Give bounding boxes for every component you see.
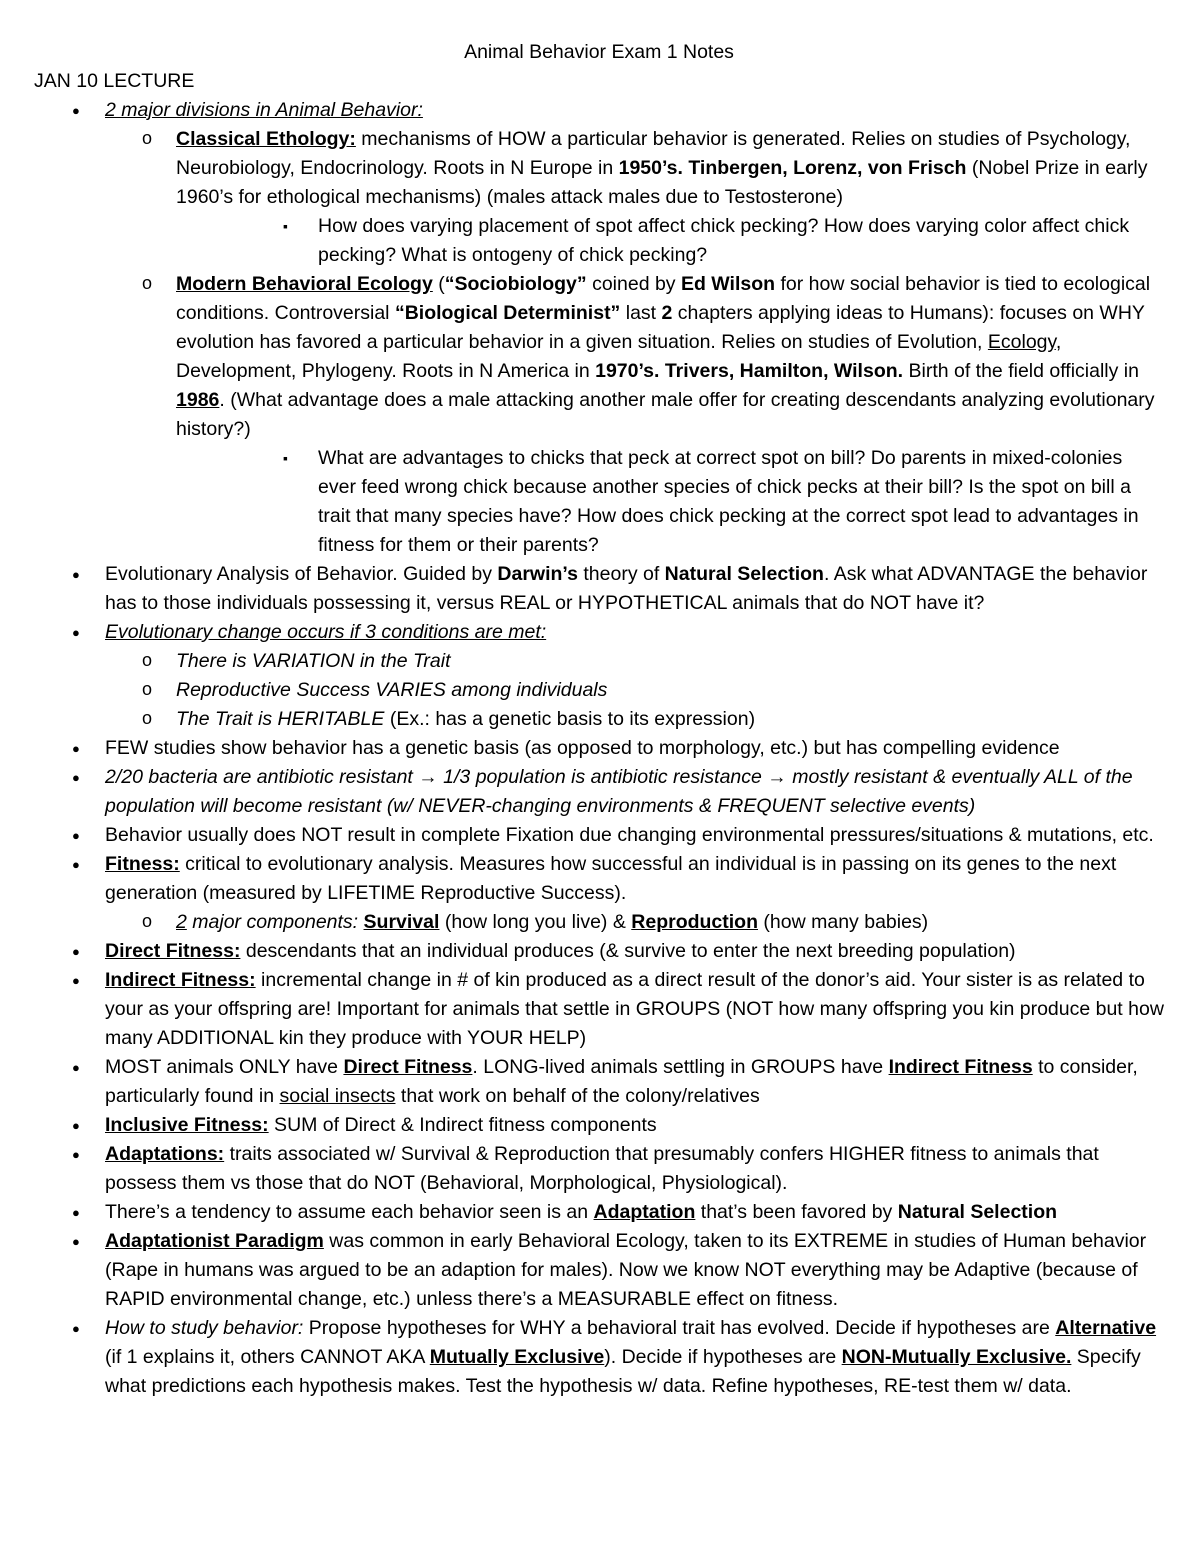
list-item: o The Trait is HERITABLE (Ex.: has a genetic basis to its expression) [105, 705, 1164, 734]
list-item: ▪ What are advantages to chicks that peck at correct spot on bill? Do parents in mixed-colonies ever feed wrong chick because another species of chick pecks at their bill? Is the spot on bill a trait that many species have? How does chick pecking at the correct spot lead to advantages in fitness for them or their parents? [247, 444, 1164, 560]
list-item: ▪ How does varying placement of spot affect chick pecking? How does varying color affect chick pecking? What is ontogeny of chick pecking? [247, 212, 1164, 270]
list-item: ● Adaptationist Paradigm was common in early Behavioral Ecology, taken to its EXTREME in studies of Human behavior (Rape in humans was argued to be an adaption for males). Now we know NOT everything may be Adaptive (because of RAPID environmental change, etc.) unless there’s a MEASURABLE effect on fitness. [34, 1227, 1164, 1314]
list-item: ● 2/20 bacteria are antibiotic resistant → 1/3 population is antibiotic resistance → mostly resistant & eventually ALL of the population will become resistant (w/ NEVER-changing environments & FREQUENT selective events) [34, 763, 1164, 821]
list-item: o 2 major components: Survival (how long you live) & Reproduction (how many babies) [105, 908, 1164, 937]
list-item: ● MOST animals ONLY have Direct Fitness. LONG-lived animals settling in GROUPS have Indirect Fitness to consider, particularly found in social insects that work on behalf of the colony/relatives [34, 1053, 1164, 1111]
list-item: ● Behavior usually does NOT result in complete Fixation due changing environmental pressures/situations & mutations, etc. [34, 821, 1164, 850]
section-heading: JAN 10 LECTURE [34, 70, 195, 92]
list-item: ● Evolutionary change occurs if 3 conditions are met: o There is VARIATION in the Trait o Reproductive Success VARIES among individuals o The Trait is HERITABLE (Ex.: has a genetic basis to its expression) [34, 618, 1164, 734]
list-item: ● There’s a tendency to assume each behavior seen is an Adaptation that’s been favored by Natural Selection [34, 1198, 1164, 1227]
notes-list [34, 96, 1164, 1401]
list-item: o Modern Behavioral Ecology (“Sociobiology” coined by Ed Wilson for how social behavior is tied to ecological conditions. Controversial “Biological Determinist” last 2 chapters applying ideas to Humans): focuses on WHY evolution has favored a particular behavior in a given situation. Relies on studies of Evolution, Ecology, Development, Phylogeny. Roots in N America in 1970’s. Trivers, Hamilton, Wilson. Birth of the field officially in 1986. (What advantage does a male attacking another male offer for creating descendants analyzing evolutionary history?) ▪ What are advantages to chicks that peck at correct spot on bill? Do parents in mixed-colonies ever feed wrong chick because another species of chick pecks at their bill? Is the spot on bill a trait that many species have? How does chick pecking at the correct spot lead to advantages in fitness for them or their parents? [105, 270, 1164, 560]
list-item: o Classical Ethology: mechanisms of HOW a particular behavior is generated. Relies on studies of Psychology, Neurobiology, Endocrinology. Roots in N Europe in 1950’s. Tinbergen, Lorenz, von Frisch (Nobel Prize in early 1960’s for ethological mechanisms) (males attack males due to Testosterone) ▪ How does varying placement of spot affect chick pecking? How does varying color affect chick pecking? What is ontogeny of chick pecking? [105, 125, 1164, 270]
list-item: ● Evolutionary Analysis of Behavior. Guided by Darwin’s theory of Natural Selection. Ask what ADVANTAGE the behavior has to those individuals possessing it, versus REAL or HYPOTHETICAL animals that do NOT have it? [34, 560, 1164, 618]
list-item: ● Adaptations: traits associated w/ Survival & Reproduction that presumably confers HIGHER fitness to animals that possess them vs those that do NOT (Behavioral, Morphological, Physiological). [34, 1140, 1164, 1198]
document-title: Animal Behavior Exam 1 Notes [464, 41, 734, 63]
list-item: ● Inclusive Fitness: SUM of Direct & Indirect fitness components [34, 1111, 1164, 1140]
list-item: ● FEW studies show behavior has a genetic basis (as opposed to morphology, etc.) but has compelling evidence [34, 734, 1164, 763]
list-item: ● 2 major divisions in Animal Behavior: o Classical Ethology: mechanisms of HOW a particular behavior is generated. Relies on studies of Psychology, Neurobiology, Endocrinology. Roots in N Europe in 1950’s. Tinbergen, Lorenz, von Frisch (Nobel Prize in early 1960’s for ethological mechanisms) (males attack males due to Testosterone) ▪ How does varying placement of spot affect chick pecking? How does varying color affect chick pecking? What is ontogeny of chick pecking? o Modern Behavioral Ecology (“Sociobiology” coined by Ed Wilson for how social behavior is tied to ecological conditions. Controversial “Biological Determinist” last 2 chapters applying ideas to Humans): focuses on WHY evolution has favored a particular behavior in a given situation. Relies on studies of Evolution, Ecology, Development, Phylogeny. Roots in N America in 1970’s. Trivers, Hamilton, Wilson. Birth of the field officially in 1986. (What advantage does a male attacking another male offer for creating descendants analyzing evolutionary history?) ▪ What are advantages to chicks that peck at correct spot on bill? Do parents in mixed-colonies ever feed wrong chick because another species of chick pecks at their bill? Is the spot on bill a trait that many species have? How does chick pecking at the correct spot lead to advantages in fitness for them or their parents? [34, 96, 1164, 560]
list-item: o Reproductive Success VARIES among individuals [105, 676, 1164, 705]
list-item: ● Direct Fitness: descendants that an individual produces (& survive to enter the next breeding population) [34, 937, 1164, 966]
list-item: ● How to study behavior: Propose hypotheses for WHY a behavioral trait has evolved. Decide if hypotheses are Alternative (if 1 explains it, others CANNOT AKA Mutually Exclusive). Decide if hypotheses are NON-Mutually Exclusive. Specify what predictions each hypothesis makes. Test the hypothesis w/ data. Refine hypotheses, RE-test them w/ data. [34, 1314, 1164, 1401]
list-item: ● Fitness: critical to evolutionary analysis. Measures how successful an individual is in passing on its genes to the next generation (measured by LIFETIME Reproductive Success). o 2 major components: Survival (how long you live) & Reproduction (how many babies) [34, 850, 1164, 937]
list-item: o There is VARIATION in the Trait [105, 647, 1164, 676]
list-item: ● Indirect Fitness: incremental change in # of kin produced as a direct result of the donor’s aid. Your sister is as related to your as your offspring are! Important for animals that settle in GROUPS (NOT how many offspring you kin produce but how many ADDITIONAL kin they produce with YOUR HELP) [34, 966, 1164, 1053]
